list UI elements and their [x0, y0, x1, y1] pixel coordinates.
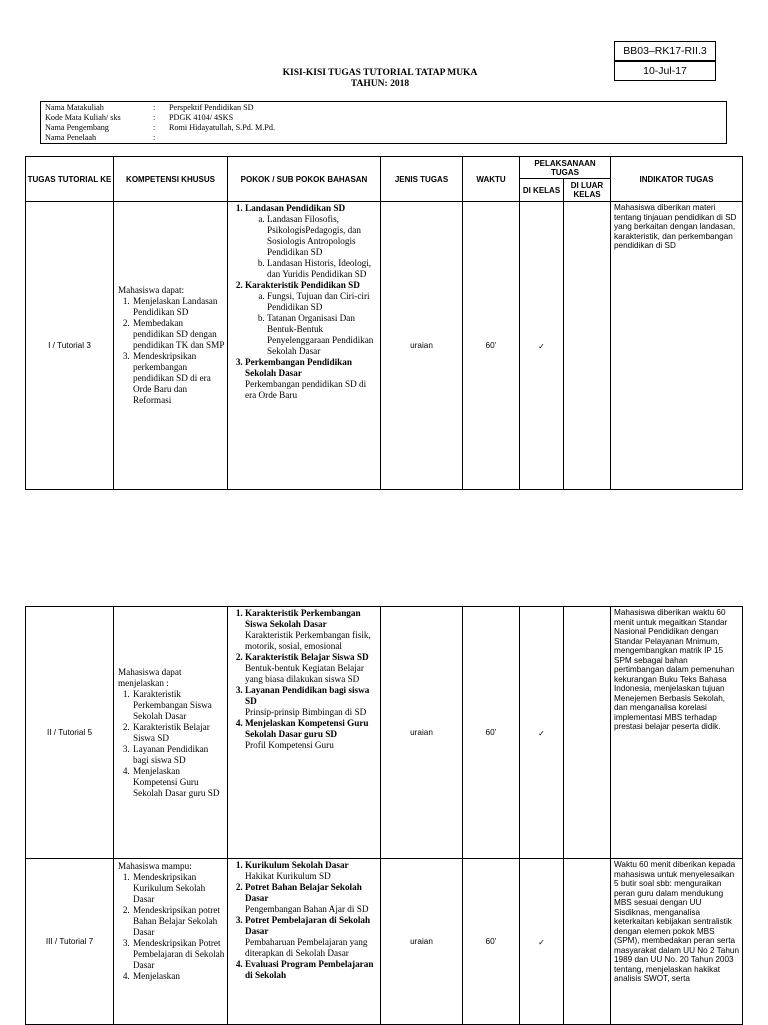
row-di-luar-kelas [564, 607, 611, 859]
sub-pokok-item: b. Landasan Historis, Ideologi, dan Yuridis Pendidikan SD [267, 258, 377, 280]
pokok-item [245, 718, 377, 751]
pokok-item [245, 357, 377, 401]
header-kompetensi: KOMPETENSI KHUSUS [114, 157, 228, 202]
kompetensi-item: 4. Menjelaskan [132, 971, 225, 982]
course-info-separator: : [153, 113, 156, 122]
row-pokok [228, 607, 381, 859]
sub-pokok-item: a. Fungsi, Tujuan dan Ciri-ciri Pendidikan SD [267, 291, 377, 313]
row-indikator: Waktu 60 menit diberikan kepada mahasiswa untuk menyelesaikan 5 butir soal sbb: menguraikan peran guru dalam mendukung MBS sesuai dengan UU Sisdiknas, menganalisa keterkaitan kebijakan sentralistik dengan elemen pokok MBS (SPM), membedakan peran serta masyarakat dalam UU No 2 Tahun 1989 dan UU No. 20 Tahun 2003 tentang, menjelaskan hakikat analisis SWOT, serta [611, 859, 743, 1025]
row-pokok [228, 859, 381, 1025]
kompetensi-intro: Mahasiswa mampu: [118, 861, 192, 871]
sub-pokok-list [245, 291, 377, 357]
course-info-separator: : [153, 123, 156, 132]
pokok-item [245, 280, 377, 357]
header-di-kelas: DI KELAS [520, 179, 564, 202]
kompetensi-item: 3. Mendeskripsikan Potret Pembelajaran di Sekolah Dasar [132, 938, 225, 971]
checkmark-icon: ✓ [520, 202, 564, 490]
pokok-title: 1. Landasan Pendidikan SD [245, 203, 346, 213]
document-code: BB03–RK17-RII.3 [614, 41, 716, 61]
kompetensi-list [118, 872, 225, 982]
pokok-title: 3. Perkembangan Pendidikan Sekolah Dasar [245, 357, 352, 378]
pokok-item [245, 608, 377, 652]
kisi-table-1 [25, 156, 743, 490]
checkmark-icon: ✓ [520, 859, 564, 1025]
row-kompetensi [114, 859, 228, 1025]
kompetensi-item: 1. Karakteristik Perkembangan Siswa Sekolah Dasar [132, 689, 225, 722]
kompetensi-item: 2. Karakteristik Belajar Siswa SD [132, 722, 225, 744]
kompetensi-item: 2. Membedakan pendidikan SD dengan pendidikan TK dan SMP [132, 318, 225, 351]
kompetensi-item: 3. Mendeskripsikan perkembangan pendidikan SD di era Orde Baru dan Reformasi [132, 351, 225, 406]
table-row [26, 202, 743, 490]
pokok-desc: Prinsip-prinsip Bimbingan di SD [245, 707, 367, 717]
pokok-item [245, 959, 377, 981]
header-waktu: WAKTU [463, 157, 520, 202]
pokok-title: 2. Karakteristik Belajar Siswa SD [245, 652, 369, 662]
pokok-item [245, 915, 377, 959]
pokok-desc: Hakikat Kurikulum SD [245, 871, 331, 881]
pokok-desc: Karakteristik Perkembangan fisik, motorik, sosial, emosional [245, 630, 371, 651]
row-indikator: Mahasiswa diberikan waktu 60 menit untuk megaitkan Standar Nasional Pendidikan dengan Standar Pelayanan Mnimum, mengembangkan matrik IP 15 SPM sebagai bahan pertimbangan dalam pemenuhan kekurangan Buku Teks Bahasa Indonesia, menjelaskan tujuan Menejemen Berbasis Sekolah, dan menganalisa korelasi implementasi MBS terhadap prestasi belajar peserta didik. [611, 607, 743, 859]
kompetensi-intro: Mahasiswa dapat menjelaskan : [118, 666, 182, 688]
course-info-separator: : [153, 103, 156, 112]
pokok-title: 3. Layanan Pendidikan bagi siswa SD [245, 685, 370, 706]
pokok-item [245, 860, 377, 882]
row-tugas: II / Tutorial 5 [26, 607, 114, 859]
kompetensi-item: 1. Mendeskripsikan Kurikulum Sekolah Dasar [132, 872, 225, 905]
kompetensi-item: 1. Menjelaskan Landasan Pendidikan SD [132, 296, 225, 318]
sub-pokok-list [245, 214, 377, 280]
kompetensi-item: 2. Mendeskripsikan potret Bahan Belajar Sekolah Dasar [132, 905, 225, 938]
kompetensi-list [118, 296, 225, 406]
pokok-item [245, 203, 377, 280]
pokok-title: 1. Kurikulum Sekolah Dasar [245, 860, 349, 870]
pokok-title: 4. Evaluasi Program Pembelajaran di Sekolah [245, 959, 374, 980]
page-title: KISI-KISI TUGAS TUTORIAL TATAP MUKA [282, 68, 478, 78]
pokok-desc: Pengembangan Bahan Ajar di SD [245, 904, 369, 914]
row-waktu: 60’ [463, 859, 520, 1025]
pokok-desc: Pembaharuan Pembelajaran yang diterapkan di Sekolah Dasar [245, 937, 368, 958]
pokok-list [231, 203, 377, 401]
kompetensi-intro: Mahasiswa dapat: [118, 285, 185, 295]
kompetensi-item: 3. Layanan Pendidikan bagi siswa SD [132, 744, 225, 766]
row-tugas: III / Tutorial 7 [26, 859, 114, 1025]
row-waktu: 60’ [463, 202, 520, 490]
course-info-value: Perspektif Pendidikan SD [169, 103, 254, 112]
row-waktu: 60’ [463, 607, 520, 859]
row-di-luar-kelas [564, 202, 611, 490]
document-date: 10-Jul-17 [614, 61, 716, 81]
row-kompetensi [114, 607, 228, 859]
header-di-luar-kelas: DI LUAR KELAS [564, 179, 611, 202]
pokok-title: 2. Karakteristik Pendidikan SD [245, 280, 360, 290]
course-info-row [45, 123, 722, 133]
pokok-title: 2. Potret Bahan Belajar Sekolah Dasar [245, 882, 362, 903]
course-info-row [45, 103, 722, 113]
course-info-row [45, 113, 722, 123]
course-info-label: Nama Penelaah [45, 133, 97, 142]
table-row [26, 607, 743, 859]
row-jenis-tugas: uraian [381, 859, 463, 1025]
pokok-desc: Profil Kompetensi Guru [245, 740, 334, 750]
header-indikator: INDIKATOR TUGAS [611, 157, 743, 202]
pokok-desc: Perkembangan pendidikan SD di era Orde Baru [245, 379, 367, 400]
pokok-item [245, 685, 377, 718]
header-tugas: TUGAS TUTORIAL KE [26, 157, 114, 202]
pokok-list [231, 860, 377, 981]
kompetensi-item: 4. Menjelaskan Kompetensi Guru Sekolah Dasar guru SD [132, 766, 225, 799]
pokok-item [245, 652, 377, 685]
course-info-row [45, 133, 722, 143]
course-info-value: Romi Hidayatullah, S.Pd. M.Pd. [169, 123, 275, 132]
kisi-table-2 [25, 606, 743, 1025]
row-jenis-tugas: uraian [381, 607, 463, 859]
course-info-box [40, 101, 727, 144]
header-pelaksanaan: PELAKSANAAN TUGAS [520, 157, 611, 179]
pokok-item [245, 882, 377, 915]
sub-pokok-item: a. Landasan Filosofis, PsikologisPedagogis, dan Sosiologis Antropologis Pendidikan SD [267, 214, 377, 258]
checkmark-icon: ✓ [520, 607, 564, 859]
table-row [26, 859, 743, 1025]
header-jenis-tugas: JENIS TUGAS [381, 157, 463, 202]
pokok-title: 1. Karakteristik Perkembangan Siswa Sekolah Dasar [245, 608, 361, 629]
pokok-title: 4. Menjelaskan Kompetensi Guru Sekolah Dasar guru SD [245, 718, 369, 739]
page-year: TAHUN: 2018 [350, 79, 410, 89]
pokok-title: 3. Potret Pembelajaran di Sekolah Dasar [245, 915, 371, 936]
row-jenis-tugas: uraian [381, 202, 463, 490]
course-info-separator: : [153, 133, 156, 142]
course-info-label: Nama Matakuliah [45, 103, 104, 112]
row-tugas: I / Tutorial 3 [26, 202, 114, 490]
row-kompetensi [114, 202, 228, 490]
course-info-value: PDGK 4104/ 4SKS [169, 113, 234, 122]
pokok-desc: Bentuk-bentuk Kegiatan Belajar yang biasa dilakukan siswa SD [245, 663, 364, 684]
header-pokok: POKOK / SUB POKOK BAHASAN [228, 157, 381, 202]
pokok-list [231, 608, 377, 751]
course-info-label: Nama Pengembang [45, 123, 109, 132]
sub-pokok-item: b. Tatanan Organisasi Dan Bentuk-Bentuk Penyelenggaraan Pendidikan Sekolah Dasar [267, 313, 377, 357]
kompetensi-list [118, 689, 225, 799]
row-pokok [228, 202, 381, 490]
row-di-luar-kelas [564, 859, 611, 1025]
course-info-label: Kode Mata Kuliah/ sks [45, 113, 121, 122]
row-indikator: Mahasiswa diberikan materi tentang tinjauan pendidikan di SD yang berkaitan dengan landasan, karakteristik, dan perkembangan pendidikan di SD [611, 202, 743, 490]
